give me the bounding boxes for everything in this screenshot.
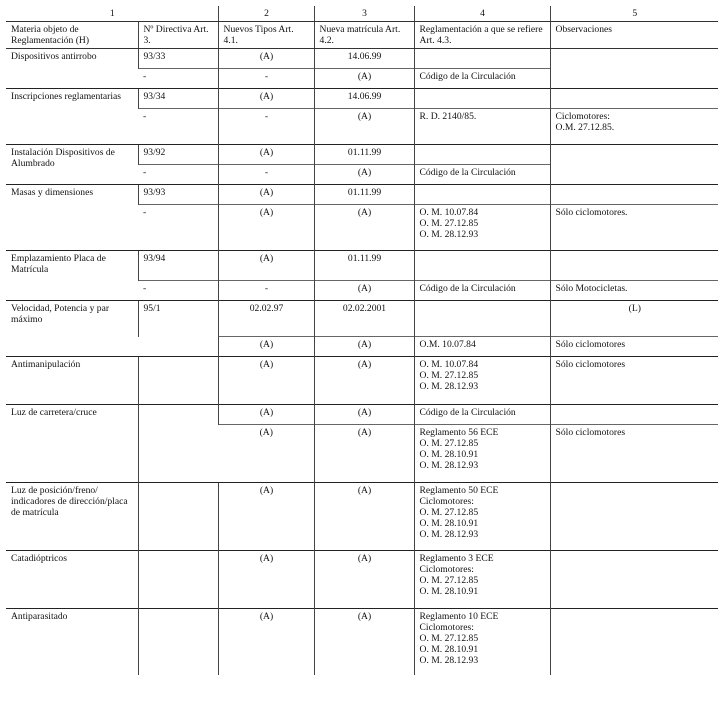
cell-observaciones	[550, 609, 718, 675]
cell-matricula: 14.06.99	[314, 49, 414, 69]
column-number-4: 4	[414, 6, 550, 22]
table-row	[6, 89, 718, 109]
cell-directiva: -	[138, 69, 218, 89]
reg-line: O. M. 27.12.85	[419, 370, 479, 381]
cell-reglamentacion	[414, 145, 550, 165]
table-row	[6, 551, 718, 609]
header-observaciones: Observaciones	[550, 22, 718, 49]
table-row	[6, 145, 718, 165]
cell-directiva: 93/94	[138, 251, 218, 281]
cell-observaciones	[550, 89, 718, 109]
header-materia: Materia objeto de Reglamentación (H)	[6, 22, 138, 49]
cell-reglamentacion	[414, 551, 550, 609]
reg-line: Ciclomotores:	[419, 496, 474, 507]
table-row	[6, 483, 718, 551]
cell-reglamentacion	[414, 609, 550, 675]
column-number-3: 3	[314, 6, 414, 22]
cell-directiva: -	[138, 281, 218, 301]
cell-matricula: 01.11.99	[314, 185, 414, 205]
cell-tipos: (A)	[218, 425, 314, 483]
cell-tipos: (A)	[218, 185, 314, 205]
cell-directiva: 93/92	[138, 145, 218, 165]
cell-tipos: (A)	[218, 251, 314, 281]
cell-tipos: (A)	[218, 49, 314, 69]
cell-observaciones	[550, 49, 718, 89]
cell-reglamentacion	[414, 205, 550, 251]
obs-line: Ciclomotores:	[555, 111, 610, 122]
cell-directiva	[138, 551, 218, 609]
header-nueva-matricula: Nueva matrícula Art. 4.2.	[314, 22, 414, 49]
cell-observaciones: Sólo ciclomotores	[550, 425, 718, 483]
reg-line: Ciclomotores:	[419, 622, 474, 633]
cell-observaciones	[550, 405, 718, 425]
cell-observaciones: Sólo ciclomotores	[550, 357, 718, 405]
reg-line: O. M. 28.10.91	[419, 644, 479, 655]
table-row	[6, 185, 718, 205]
cell-tipos: -	[218, 109, 314, 145]
cell-materia: Luz de posición/freno/ indicadores de dirección/placa de matrícula	[6, 483, 138, 551]
cell-reglamentacion	[414, 483, 550, 551]
regulation-table	[6, 6, 718, 675]
cell-observaciones	[550, 251, 718, 281]
cell-materia: Emplazamiento Placa de Matrícula	[6, 251, 138, 301]
cell-matricula: (A)	[314, 483, 414, 551]
cell-observaciones	[550, 185, 718, 205]
header-row	[6, 22, 718, 49]
cell-tipos: -	[218, 281, 314, 301]
cell-materia: Velocidad, Potencia y par máximo	[6, 301, 138, 357]
obs-line: O.M. 27.12.85.	[555, 122, 615, 133]
cell-reglamentacion	[414, 425, 550, 483]
cell-reglamentacion	[414, 251, 550, 281]
cell-materia: Inscripciones reglamentarias	[6, 89, 138, 145]
cell-observaciones: (L)	[550, 301, 718, 337]
cell-matricula: (A)	[314, 337, 414, 357]
table-row	[6, 405, 718, 425]
cell-materia: Instalación Dispositivos de Alumbrado	[6, 145, 138, 185]
table-row	[6, 251, 718, 281]
reg-line: Reglamento 10 ECE	[419, 611, 499, 622]
cell-tipos: -	[218, 165, 314, 185]
table-row	[6, 609, 718, 675]
cell-tipos: (A)	[218, 551, 314, 609]
reg-line: O. M. 28.10.91	[419, 449, 479, 460]
cell-observaciones	[550, 483, 718, 551]
cell-materia: Catadióptricos	[6, 551, 138, 609]
reg-line: O. M. 10.07.84	[419, 359, 479, 370]
column-number-5: 5	[550, 6, 718, 22]
reg-line: O. M. 27.12.85	[419, 507, 479, 518]
cell-tipos: (A)	[218, 357, 314, 405]
cell-matricula: (A)	[314, 165, 414, 185]
cell-tipos: 02.02.97	[218, 301, 314, 337]
column-number-1: 1	[6, 6, 218, 22]
header-nuevos-tipos: Nuevos Tipos Art. 4.1.	[218, 22, 314, 49]
reg-line: O. M. 28.12.93	[419, 655, 479, 666]
reg-line: Ciclomotores:	[419, 564, 474, 575]
cell-observaciones	[550, 145, 718, 185]
cell-directiva	[138, 337, 218, 357]
cell-tipos: (A)	[218, 89, 314, 109]
cell-observaciones: Sólo ciclomotores.	[550, 205, 718, 251]
cell-materia: Antimanipulación	[6, 357, 138, 405]
reg-line: O. M. 28.12.93	[419, 229, 479, 240]
reg-line: O. M. 27.12.85	[419, 575, 479, 586]
cell-directiva: -	[138, 205, 218, 251]
cell-matricula: (A)	[314, 551, 414, 609]
cell-observaciones: Sólo Motocicletas.	[550, 281, 718, 301]
reg-line: Reglamento 3 ECE	[419, 553, 494, 564]
cell-tipos: -	[218, 69, 314, 89]
cell-directiva: -	[138, 165, 218, 185]
cell-directiva: 93/93	[138, 185, 218, 205]
cell-matricula: (A)	[314, 69, 414, 89]
cell-matricula: (A)	[314, 109, 414, 145]
cell-matricula: (A)	[314, 405, 414, 425]
cell-directiva: 93/33	[138, 49, 218, 69]
cell-tipos: (A)	[218, 483, 314, 551]
cell-reglamentacion	[414, 49, 550, 69]
cell-materia: Dispositivos antirrobo	[6, 49, 138, 89]
cell-matricula: 14.06.99	[314, 89, 414, 109]
header-directiva: Nº Directiva Art. 3.	[138, 22, 218, 49]
reg-line: O. M. 28.10.91	[419, 586, 479, 597]
cell-matricula: (A)	[314, 281, 414, 301]
cell-matricula: (A)	[314, 609, 414, 675]
cell-tipos: (A)	[218, 405, 314, 425]
cell-directiva: -	[138, 109, 218, 145]
reg-line: O. M. 28.10.91	[419, 518, 479, 529]
cell-materia: Masas y dimensiones	[6, 185, 138, 251]
cell-tipos: (A)	[218, 337, 314, 357]
column-number-row	[6, 6, 718, 22]
cell-reglamentacion: Código de la Circulación	[414, 165, 550, 185]
cell-tipos: (A)	[218, 145, 314, 165]
cell-materia: Luz de carretera/cruce	[6, 405, 138, 483]
cell-matricula: (A)	[314, 425, 414, 483]
cell-directiva	[138, 357, 218, 405]
cell-reglamentacion	[414, 185, 550, 205]
table-row	[6, 357, 718, 405]
cell-directiva: 93/34	[138, 89, 218, 109]
cell-matricula: (A)	[314, 205, 414, 251]
cell-tipos: (A)	[218, 609, 314, 675]
cell-reglamentacion	[414, 357, 550, 405]
cell-reglamentacion: Código de la Circulación	[414, 281, 550, 301]
reg-line: O. M. 28.12.93	[419, 381, 479, 392]
cell-materia: Antiparasitado	[6, 609, 138, 675]
cell-reglamentacion: R. D. 2140/85.	[414, 109, 550, 145]
cell-directiva	[138, 483, 218, 551]
cell-matricula: 01.11.99	[314, 145, 414, 165]
cell-matricula: 01.11.99	[314, 251, 414, 281]
reg-line: Reglamento 56 ECE	[419, 427, 499, 438]
cell-matricula: (A)	[314, 357, 414, 405]
table-row	[6, 49, 718, 69]
cell-reglamentacion: Código de la Circulación	[414, 69, 550, 89]
cell-reglamentacion	[414, 89, 550, 109]
cell-tipos: (A)	[218, 205, 314, 251]
cell-reglamentacion	[414, 301, 550, 337]
cell-reglamentacion: Código de la Circulación	[414, 405, 550, 425]
cell-observaciones	[550, 551, 718, 609]
table-row	[6, 301, 718, 337]
reg-line: O. M. 27.12.85	[419, 633, 479, 644]
reg-line: Reglamento 50 ECE	[419, 485, 499, 496]
cell-observaciones	[550, 109, 718, 145]
column-number-2: 2	[218, 6, 314, 22]
cell-directiva	[138, 405, 218, 483]
cell-observaciones: Sólo ciclomotores	[550, 337, 718, 357]
reg-line: O. M. 28.12.93	[419, 529, 479, 540]
reg-line: O. M. 10.07.84	[419, 207, 479, 218]
cell-reglamentacion: O.M. 10.07.84	[414, 337, 550, 357]
header-reglamentacion: Reglamentación a que se refiere Art. 4.3.	[414, 22, 550, 49]
reg-line: O. M. 28.12.93	[419, 460, 479, 471]
reg-line: O. M. 27.12.85	[419, 438, 479, 449]
reg-line: O. M. 27.12.85	[419, 218, 479, 229]
cell-directiva: 95/1	[138, 301, 218, 337]
cell-directiva	[138, 609, 218, 675]
cell-matricula: 02.02.2001	[314, 301, 414, 337]
